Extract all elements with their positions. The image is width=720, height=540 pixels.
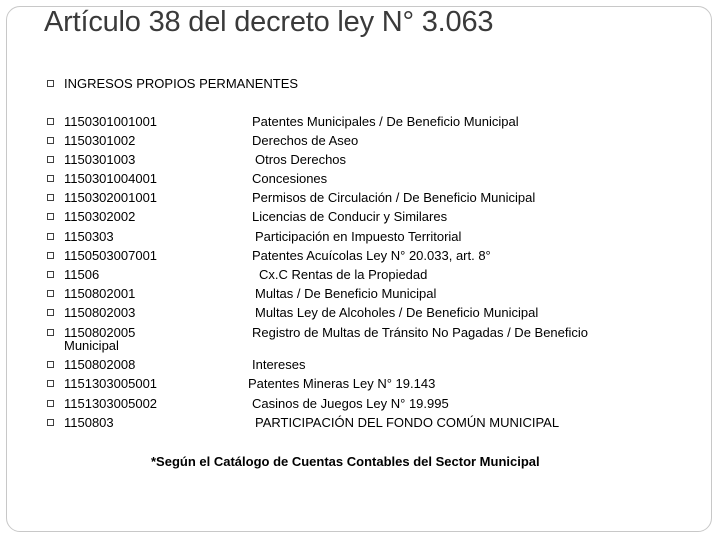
item-description: Patentes Municipales / De Beneficio Municipal (252, 114, 519, 129)
bullet-square-icon (47, 118, 54, 125)
list-item (0, 374, 720, 393)
bullet-square-icon (47, 309, 54, 316)
list-item (0, 303, 720, 322)
bullet-square-icon (47, 194, 54, 201)
item-code: 1150301003 (64, 152, 136, 167)
list-item (0, 227, 720, 246)
bullet-square-icon (47, 233, 54, 240)
item-code: 1150302002 (64, 209, 136, 224)
item-description: Concesiones (252, 171, 328, 186)
slide-title: Artículo 38 del decreto ley N° 3.063 (44, 6, 494, 38)
list-item (0, 188, 720, 207)
item-description: Casinos de Juegos Ley N° 19.995 (252, 396, 449, 411)
item-description: Cx.C Rentas de la Propiedad (259, 267, 428, 282)
item-description: Patentes Mineras Ley N° 19.143 (248, 376, 436, 391)
list-item (0, 355, 720, 374)
list-item (0, 246, 720, 265)
item-code: 1150302001001 (64, 190, 158, 205)
list-item (0, 131, 720, 150)
bullet-square-icon (47, 361, 54, 368)
item-code: 1150802008 (64, 357, 136, 372)
item-description: Registro de Multas de Tránsito No Pagadas / De Beneficio (252, 325, 589, 340)
section-heading: INGRESOS PROPIOS PERMANENTES (64, 76, 299, 91)
item-description: Patentes Acuícolas Ley N° 20.033, art. 8° (252, 248, 491, 263)
item-code: 1151303005002 (64, 396, 158, 411)
item-code: 1150803 (64, 415, 114, 430)
item-code: 1150802003 (64, 305, 136, 320)
item-code: 1150303 (64, 229, 114, 244)
bullet-square-icon (47, 252, 54, 259)
item-description: Derechos de Aseo (252, 133, 359, 148)
list-item (0, 413, 720, 432)
list-item (0, 394, 720, 413)
list-item (0, 150, 720, 169)
item-description: Permisos de Circulación / De Beneficio Municipal (252, 190, 536, 205)
bullet-square-icon (47, 175, 54, 182)
item-description: Multas Ley de Alcoholes / De Beneficio Municipal (255, 305, 539, 320)
bullet-square-icon (47, 271, 54, 278)
item-description: Participación en Impuesto Territorial (255, 229, 462, 244)
item-description: Multas / De Beneficio Municipal (255, 286, 437, 301)
bullet-square-icon (47, 213, 54, 220)
list-item (0, 169, 720, 188)
list-item (0, 284, 720, 303)
item-code: 1150503007001 (64, 248, 158, 263)
section-heading-row (0, 74, 720, 93)
item-description: Otros Derechos (255, 152, 347, 167)
bullet-square-icon (47, 80, 54, 87)
item-description: Licencias de Conducir y Similares (252, 209, 448, 224)
item-code: 1150301002 (64, 133, 136, 148)
item-code: 1150802005 (64, 325, 136, 340)
bullet-square-icon (47, 290, 54, 297)
footnote: *Según el Catálogo de Cuentas Contables del Sector Municipal (151, 454, 540, 469)
bullet-square-icon (47, 380, 54, 387)
list-item (0, 112, 720, 131)
list-item (0, 265, 720, 284)
bullet-square-icon (47, 400, 54, 407)
item-code: 11506 (64, 267, 100, 282)
bullet-square-icon (47, 137, 54, 144)
item-code: 1150802001 (64, 286, 136, 301)
item-code: 1151303005001 (64, 376, 158, 391)
bullet-square-icon (47, 329, 54, 336)
item-description: Intereses (252, 357, 306, 372)
list-item (0, 207, 720, 226)
bullet-square-icon (47, 156, 54, 163)
item-code: 1150301001001 (64, 114, 158, 129)
item-code: 1150301004001 (64, 171, 158, 186)
bullet-square-icon (47, 419, 54, 426)
item-desc-continued: Municipal (64, 338, 119, 353)
item-description: PARTICIPACIÓN DEL FONDO COMÚN MUNICIPAL (255, 415, 560, 430)
